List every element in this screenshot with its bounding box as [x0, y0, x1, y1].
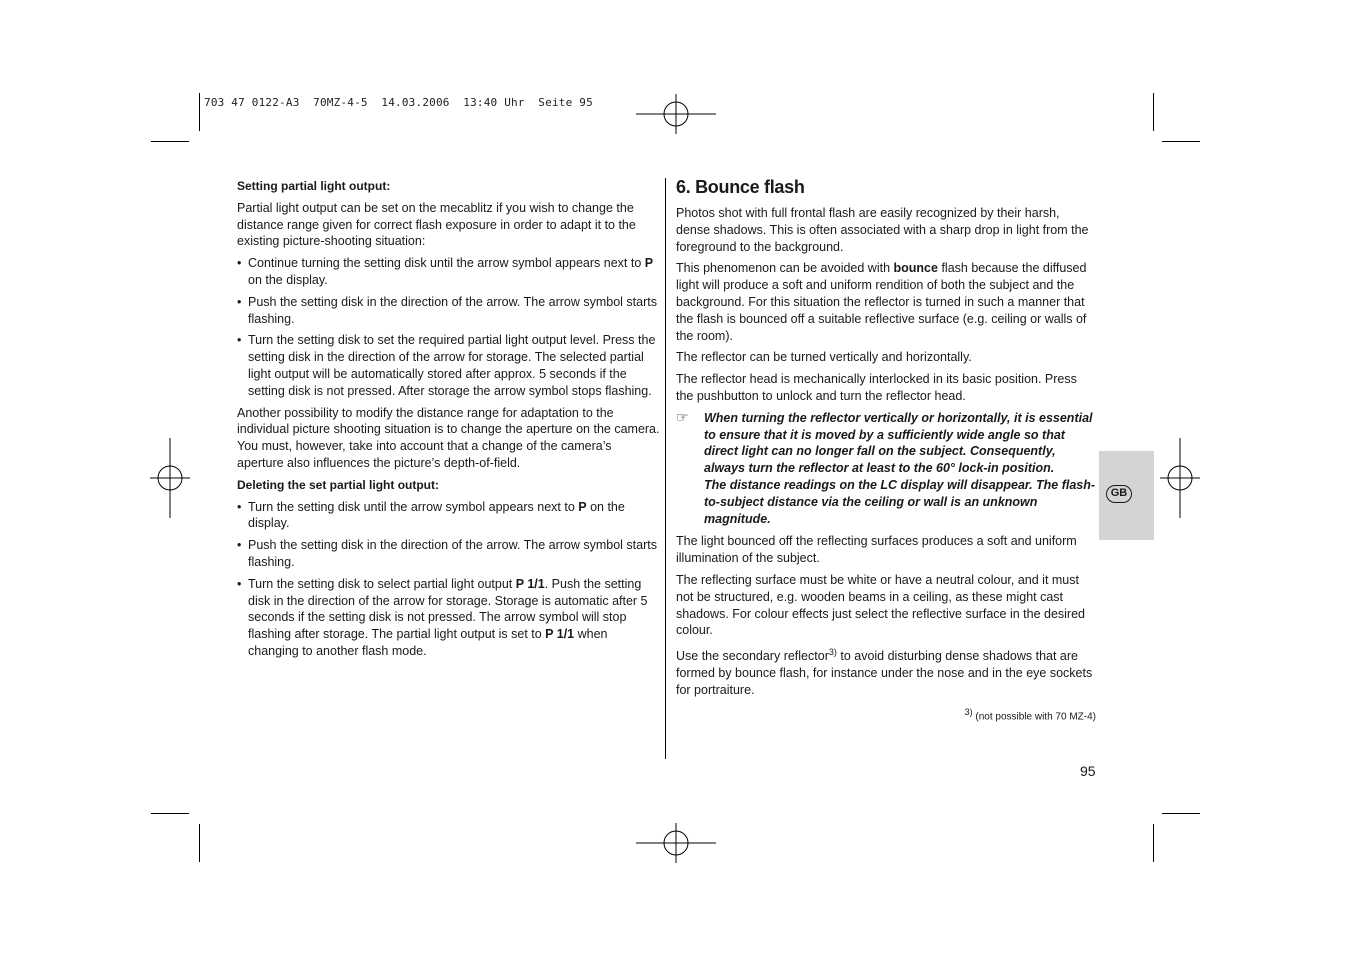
bullet-icon: •: [237, 333, 242, 348]
section-heading: Deleting the set partial light output:: [237, 477, 439, 492]
crop-mark: [199, 824, 200, 862]
warning-note: [676, 410, 1096, 528]
pointing-hand-icon: ☞: [676, 408, 689, 425]
section-title: 6. Bounce flash: [676, 177, 805, 197]
footnote-ref: 3): [828, 647, 837, 658]
paragraph: Partial light output can be set on the mecablitz if you wish to change the distance range given for correct flash exposure in order to adapt it to the existing picture-shooting situation:: [237, 200, 636, 249]
crop-mark: [1162, 813, 1200, 814]
crop-mark: [199, 93, 200, 131]
list-item: • Turn the setting disk until the arrow symbol appears next to P on the display.: [237, 499, 625, 531]
step-list: [237, 255, 661, 399]
crop-mark: [151, 141, 189, 142]
language-badge: GB: [1106, 485, 1132, 503]
paragraph: This phenomenon can be avoided with bounce flash because the diffused light will produce a soft and uniform rendition of both the subject and the background. For this situation the reflector is turned in such a manner that the flash is bounced off a suitable reflective surface (e.g. ceiling or walls of the room).: [676, 261, 1087, 343]
paragraph: Use the secondary reflector$^{3)}$ to avoid disturbing dense shadows that are formed by bounce flash, for instance under the nose and in the eye sockets for portraiture.: [676, 647, 1093, 697]
bullet-icon: •: [237, 499, 242, 514]
note-text: The distance readings on the LC display will disappear. The flash-to-subject distance via the ceiling or wall is an unknown magnitude.: [704, 477, 1096, 526]
paragraph: The reflector head is mechanically interlocked in its basic position. Press the pushbutton to unlock and turn the reflector head.: [676, 372, 1077, 403]
registration-mark-icon: [130, 438, 210, 518]
left-column: [237, 178, 661, 665]
step-list: [237, 499, 661, 660]
list-item: • Push the setting disk in the direction of the arrow. The arrow symbol starts flashing.: [237, 294, 657, 326]
crop-mark: [151, 813, 189, 814]
bullet-icon: •: [237, 538, 242, 553]
registration-mark-icon: [636, 74, 716, 154]
crop-mark: [1153, 824, 1154, 862]
bullet-icon: •: [237, 256, 242, 271]
section-heading: Setting partial light output:: [237, 179, 391, 193]
footnote: $^{3)}$ (not possible with 70 MZ-4): [964, 706, 1096, 722]
language-tab: [1099, 451, 1154, 540]
crop-mark: [1162, 141, 1200, 142]
list-item: • Push the setting disk in the direction of the arrow. The arrow symbol starts flashing.: [237, 538, 657, 569]
paragraph: The reflector can be turned vertically and horizontally.: [676, 350, 972, 365]
print-slug: 703 47 0122-A3 70MZ-4-5 14.03.2006 13:40 Uhr Seite 95: [204, 96, 593, 109]
registration-mark-icon: [636, 803, 716, 883]
column-divider: [665, 178, 666, 759]
note-text: When turning the reflector vertically or horizontally, it is essential to ensure that it is moved by a sufficiently wide angle so that direct light can no longer fall on the subject. Consequently, always turn the reflector at least to the 60° lock-in position.: [704, 410, 1093, 476]
paragraph: The reflecting surface must be white or have a neutral colour, and it must not be structured, e.g. wooden beams in a ceiling, as these might cast shadows. For colour effects just select the reflective surface in the desired colour.: [676, 572, 1085, 638]
paragraph: Photos shot with full frontal flash are easily recognized by their harsh, dense shadows. This is often associated with a sharp drop in light from the foreground to the background.: [676, 206, 1089, 254]
list-item: • Turn the setting disk to select partial light output P 1/1. Push the setting disk in the direction of the arrow for storage. Storage is automatic after 5 seconds if the setting disk is not pressed. The arrow symbol will stop flashing after storage. The partial light output is set to P 1/1 when changing to another flash mode.: [237, 576, 648, 658]
list-item: • Turn the setting disk to set the required partial light output level. Press the setting disk in the direction of the arrow for storage. The selected partial light output will be automatically stored after approx. 5 seconds if the setting disk is not pressed. After storage the arrow symbol stops flashing.: [237, 333, 656, 398]
paragraph: Another possibility to modify the distance range for adaptation to the individual picture shooting situation is to change the aperture on the camera. You must, however, take into account that a change of the camera’s aperture also influences the picture’s depth-of-field.: [237, 405, 660, 470]
bullet-icon: •: [237, 576, 242, 591]
paragraph: The light bounced off the reflecting surfaces produces a soft and uniform illumination of the subject.: [676, 534, 1077, 566]
right-column: [676, 176, 1096, 726]
crop-mark: [1153, 93, 1154, 131]
list-item: • Continue turning the setting disk until the arrow symbol appears next to P on the display.: [237, 256, 654, 287]
page-number: 95: [1080, 763, 1096, 779]
bullet-icon: •: [237, 294, 242, 309]
